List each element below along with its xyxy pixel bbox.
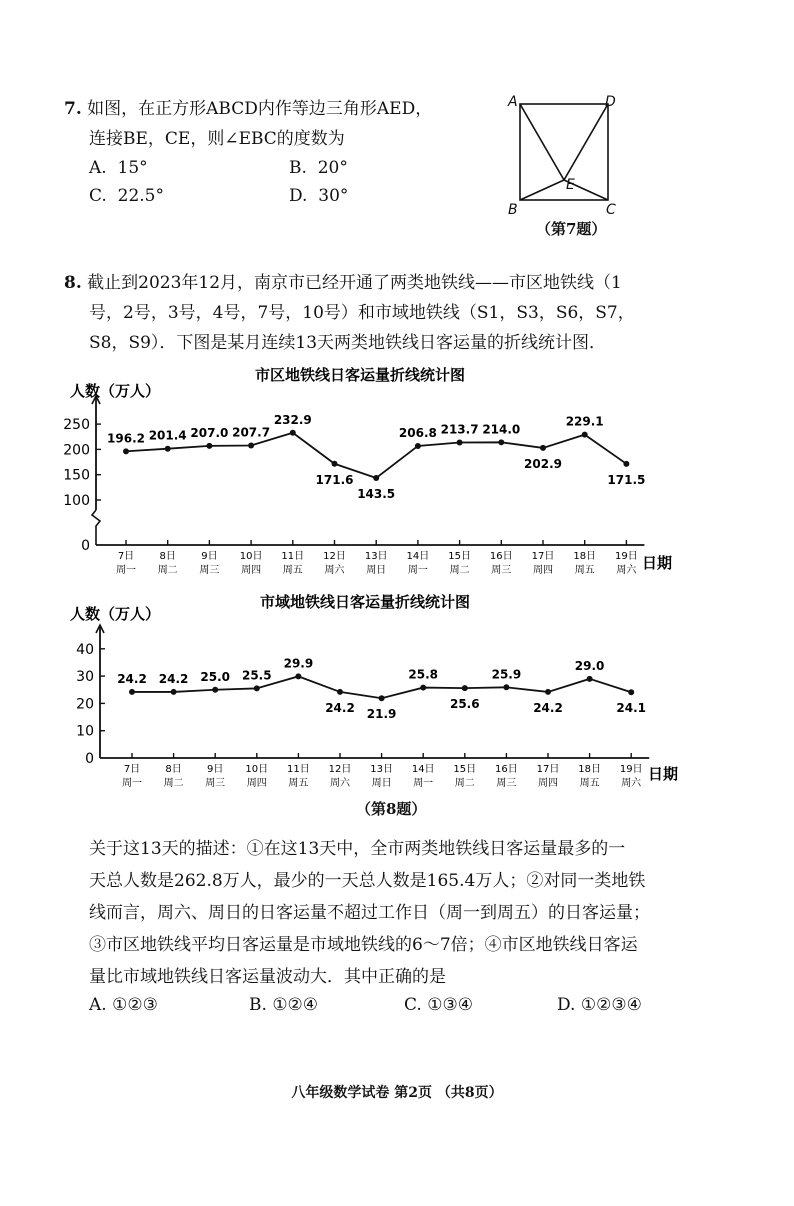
data-point bbox=[206, 443, 212, 449]
x-tick-label-weekday: 周三 bbox=[491, 565, 512, 576]
x-tick-label-date: 7日 bbox=[123, 764, 141, 775]
option-key: B. bbox=[289, 158, 307, 178]
q8-option-d[interactable] bbox=[557, 995, 642, 1015]
data-label: 196.2 bbox=[107, 431, 145, 446]
data-point bbox=[123, 448, 129, 454]
data-point bbox=[129, 689, 135, 695]
x-tick-label-weekday: 周五 bbox=[282, 565, 303, 576]
data-point bbox=[582, 432, 588, 438]
data-label: 25.9 bbox=[491, 667, 522, 682]
y-axis-label: 人数（万人） bbox=[70, 605, 161, 623]
option-value: ①③④ bbox=[427, 995, 473, 1015]
suburban-metro-line-chart bbox=[40, 585, 700, 795]
option-value: 30° bbox=[318, 186, 349, 206]
label-a: A bbox=[508, 94, 518, 110]
data-label: 143.5 bbox=[357, 486, 396, 501]
y-tick-label: 20 bbox=[76, 696, 94, 713]
option-key: A. bbox=[89, 158, 107, 178]
data-point bbox=[290, 430, 296, 436]
x-tick-label-date: 12日 bbox=[328, 764, 352, 775]
q8-desc-4: ③市区地铁线平均日客运量是市域地铁线的6～7倍；④市区地铁线日客运 bbox=[89, 935, 638, 955]
data-point bbox=[332, 461, 338, 467]
x-tick-label-weekday: 周一 bbox=[116, 565, 136, 576]
x-tick-label-date: 9日 bbox=[201, 551, 218, 562]
x-tick-label-weekday: 周四 bbox=[246, 778, 267, 789]
x-tick-label-date: 18日 bbox=[578, 764, 601, 775]
q8-desc-5: 量比市域地铁线日客运量波动大．其中正确的是 bbox=[89, 967, 446, 987]
axis-break-mark bbox=[92, 510, 100, 545]
x-tick-label-date: 16日 bbox=[495, 764, 518, 775]
data-label: 213.7 bbox=[440, 422, 479, 437]
data-point bbox=[379, 695, 385, 701]
data-label: 25.6 bbox=[449, 697, 480, 712]
q7-option-b[interactable] bbox=[289, 158, 348, 178]
data-point bbox=[212, 687, 218, 693]
x-tick-label-weekday: 周五 bbox=[288, 778, 309, 789]
data-point bbox=[373, 475, 379, 481]
data-label: 24.2 bbox=[533, 700, 563, 715]
option-value: 22.5° bbox=[117, 186, 164, 206]
x-tick-label-weekday: 周四 bbox=[241, 565, 262, 576]
option-key: C. bbox=[404, 995, 422, 1015]
square-abcd bbox=[520, 104, 608, 200]
q7-caption: （第7题） bbox=[536, 220, 607, 238]
x-tick-label-weekday: 周六 bbox=[324, 565, 345, 576]
x-tick-label-date: 17日 bbox=[536, 764, 560, 775]
data-label: 214.0 bbox=[482, 422, 521, 437]
q7-option-c[interactable] bbox=[89, 186, 164, 206]
q8-option-b[interactable] bbox=[249, 995, 318, 1015]
x-tick-label-weekday: 周三 bbox=[205, 778, 226, 789]
data-label: 24.2 bbox=[158, 671, 189, 686]
x-tick-label-weekday: 周二 bbox=[157, 565, 178, 576]
q8-desc-2: 天总人数是262.8万人，最少的一天总人数是165.4万人；②对同一类地铁 bbox=[89, 871, 646, 891]
data-label: 25.5 bbox=[241, 668, 272, 683]
y-tick-label: 0 bbox=[81, 538, 90, 554]
option-value: ①②③ bbox=[112, 995, 158, 1015]
y-tick-label: 100 bbox=[63, 493, 90, 509]
x-tick-label-weekday: 周二 bbox=[454, 778, 475, 789]
x-tick-label-date: 16日 bbox=[489, 551, 513, 562]
q7-line2: 连接BE，CE，则∠EBC的度数为 bbox=[89, 129, 345, 149]
x-tick-label-date: 10日 bbox=[239, 551, 263, 562]
q7-line1: 如图，在正方形ABCD内作等边三角形AED， bbox=[87, 99, 433, 119]
q8-line-1 bbox=[64, 268, 622, 298]
option-value: ①②③④ bbox=[580, 995, 642, 1015]
data-label: 171.5 bbox=[607, 472, 646, 487]
q8-line-3: S8，S9）．下图是某月连续13天两类地铁线日客运量的折线统计图． bbox=[89, 333, 607, 353]
data-point bbox=[415, 443, 421, 449]
y-axis-label: 人数（万人） bbox=[70, 382, 161, 400]
data-point bbox=[628, 689, 634, 695]
x-tick-label-weekday: 周五 bbox=[574, 565, 595, 576]
x-tick-label-date: 17日 bbox=[531, 551, 555, 562]
data-label: 206.8 bbox=[398, 425, 437, 440]
data-label: 29.9 bbox=[283, 656, 314, 671]
data-point bbox=[337, 689, 343, 695]
segment-ae bbox=[520, 104, 564, 180]
x-tick-label-date: 13日 bbox=[364, 551, 388, 562]
data-point bbox=[540, 445, 546, 451]
option-key: D. bbox=[289, 186, 308, 206]
x-tick-label-date: 14日 bbox=[406, 551, 430, 562]
y-tick-label: 200 bbox=[63, 442, 90, 459]
y-tick-label: 0 bbox=[85, 751, 94, 767]
x-tick-label-date: 7日 bbox=[117, 551, 135, 562]
data-point bbox=[165, 446, 171, 452]
data-label: 229.1 bbox=[565, 414, 604, 429]
y-tick-label: 250 bbox=[63, 417, 90, 434]
data-point bbox=[587, 676, 593, 682]
data-label: 201.4 bbox=[148, 428, 187, 443]
q8-desc-3: 线而言，周六、周日的日客运量不超过工作日（周一到周五）的日客运量； bbox=[89, 903, 650, 923]
label-e: E bbox=[566, 177, 575, 193]
data-point bbox=[545, 689, 551, 695]
x-tick-label-date: 19日 bbox=[615, 551, 638, 562]
x-tick-label-weekday: 周五 bbox=[579, 778, 600, 789]
data-label: 202.9 bbox=[524, 456, 562, 471]
option-key: A. bbox=[89, 995, 107, 1015]
data-point bbox=[623, 461, 629, 467]
x-tick-label-date: 12日 bbox=[323, 551, 346, 562]
data-point bbox=[457, 439, 463, 445]
x-tick-label-date: 8日 bbox=[165, 764, 182, 775]
data-point bbox=[254, 685, 260, 691]
x-tick-label-weekday: 周二 bbox=[163, 778, 184, 789]
label-b: B bbox=[508, 202, 518, 218]
option-key: C. bbox=[89, 186, 107, 206]
q8-option-c[interactable] bbox=[404, 995, 473, 1015]
q7-square-figure bbox=[500, 90, 630, 220]
data-label: 25.8 bbox=[408, 667, 439, 682]
y-tick-label: 40 bbox=[76, 641, 94, 658]
data-label: 29.0 bbox=[574, 658, 605, 673]
data-point bbox=[462, 685, 468, 691]
data-label: 232.9 bbox=[273, 412, 312, 427]
x-tick-label-weekday: 周一 bbox=[407, 565, 428, 576]
option-value: 15° bbox=[117, 158, 148, 178]
q8-number: 8. bbox=[64, 273, 82, 293]
data-label: 171.6 bbox=[315, 472, 354, 487]
data-point bbox=[503, 684, 509, 690]
x-tick-label-date: 11日 bbox=[281, 551, 305, 562]
q7-option-d[interactable] bbox=[289, 186, 348, 206]
label-c: C bbox=[606, 202, 616, 218]
x-tick-label-date: 13日 bbox=[370, 764, 393, 775]
x-tick-label-date: 19日 bbox=[619, 764, 643, 775]
x-tick-label-date: 8日 bbox=[159, 551, 176, 562]
segment-de bbox=[564, 104, 608, 180]
chart-title: 市区地铁线日客运量折线统计图 bbox=[254, 366, 466, 384]
x-tick-label-weekday: 周四 bbox=[538, 778, 558, 789]
x-tick-label-weekday: 周三 bbox=[199, 565, 220, 576]
x-axis-label: 日期 bbox=[648, 765, 679, 783]
page-footer: 八年级数学试卷 第2页 （共8页） bbox=[291, 1085, 503, 1101]
label-d: D bbox=[605, 94, 616, 110]
y-tick-label: 150 bbox=[63, 467, 90, 484]
x-tick-label-weekday: 周日 bbox=[366, 565, 387, 576]
option-key: D. bbox=[557, 995, 576, 1015]
x-tick-label-weekday: 周六 bbox=[330, 778, 350, 789]
x-tick-label-date: 11日 bbox=[287, 764, 310, 775]
data-label: 24.1 bbox=[616, 701, 647, 716]
q8-caption: （第8题） bbox=[356, 800, 427, 818]
x-tick-label-date: 14日 bbox=[411, 764, 435, 775]
x-tick-label-date: 9日 bbox=[207, 764, 224, 775]
x-tick-label-weekday: 周二 bbox=[449, 565, 470, 576]
data-point bbox=[295, 673, 301, 679]
x-tick-label-weekday: 周四 bbox=[533, 565, 553, 576]
data-label: 25.0 bbox=[200, 669, 231, 684]
data-label: 21.9 bbox=[366, 707, 397, 722]
x-tick-label-weekday: 周日 bbox=[371, 778, 392, 789]
option-value: 20° bbox=[317, 158, 348, 178]
q8-line-2: 号，2号，3号，4号，7号，10号）和市域地铁线（S1，S3，S6，S7， bbox=[89, 303, 635, 323]
x-tick-label-weekday: 周三 bbox=[496, 778, 517, 789]
data-point bbox=[171, 689, 177, 695]
chart-title: 市域地铁线日客运量折线统计图 bbox=[259, 593, 471, 611]
x-tick-label-date: 18日 bbox=[573, 551, 597, 562]
data-point bbox=[498, 439, 504, 445]
q7-option-a[interactable] bbox=[89, 158, 148, 178]
data-label: 207.7 bbox=[232, 425, 271, 440]
x-tick-label-date: 10日 bbox=[245, 764, 269, 775]
data-point bbox=[420, 685, 426, 691]
y-tick-label: 10 bbox=[76, 723, 94, 740]
q8-text: 截止到2023年12月，南京市已经开通了两类地铁线——市区地铁线（1 bbox=[87, 273, 622, 293]
x-tick-label-date: 15日 bbox=[453, 764, 477, 775]
q7-stem bbox=[64, 94, 432, 124]
x-tick-label-weekday: 周一 bbox=[122, 778, 142, 789]
y-tick-label: 30 bbox=[76, 669, 94, 686]
q7-number: 7. bbox=[64, 99, 82, 119]
data-point bbox=[248, 443, 254, 449]
x-axis-label: 日期 bbox=[642, 554, 673, 572]
x-tick-label-weekday: 周一 bbox=[413, 778, 434, 789]
data-label: 24.2 bbox=[117, 671, 147, 686]
q8-option-a[interactable] bbox=[89, 995, 158, 1015]
x-tick-label-weekday: 周六 bbox=[621, 778, 642, 789]
option-key: B. bbox=[249, 995, 267, 1015]
data-label: 207.0 bbox=[190, 425, 229, 440]
data-label: 24.2 bbox=[325, 700, 355, 715]
urban-metro-line-chart bbox=[40, 360, 700, 582]
x-tick-label-weekday: 周六 bbox=[616, 565, 637, 576]
q8-desc-1: 关于这13天的描述：①在这13天中，全市两类地铁线日客运量最多的一 bbox=[89, 839, 626, 859]
option-value: ①②④ bbox=[272, 995, 319, 1015]
segment-be bbox=[520, 180, 564, 200]
x-tick-label-date: 15日 bbox=[448, 551, 471, 562]
